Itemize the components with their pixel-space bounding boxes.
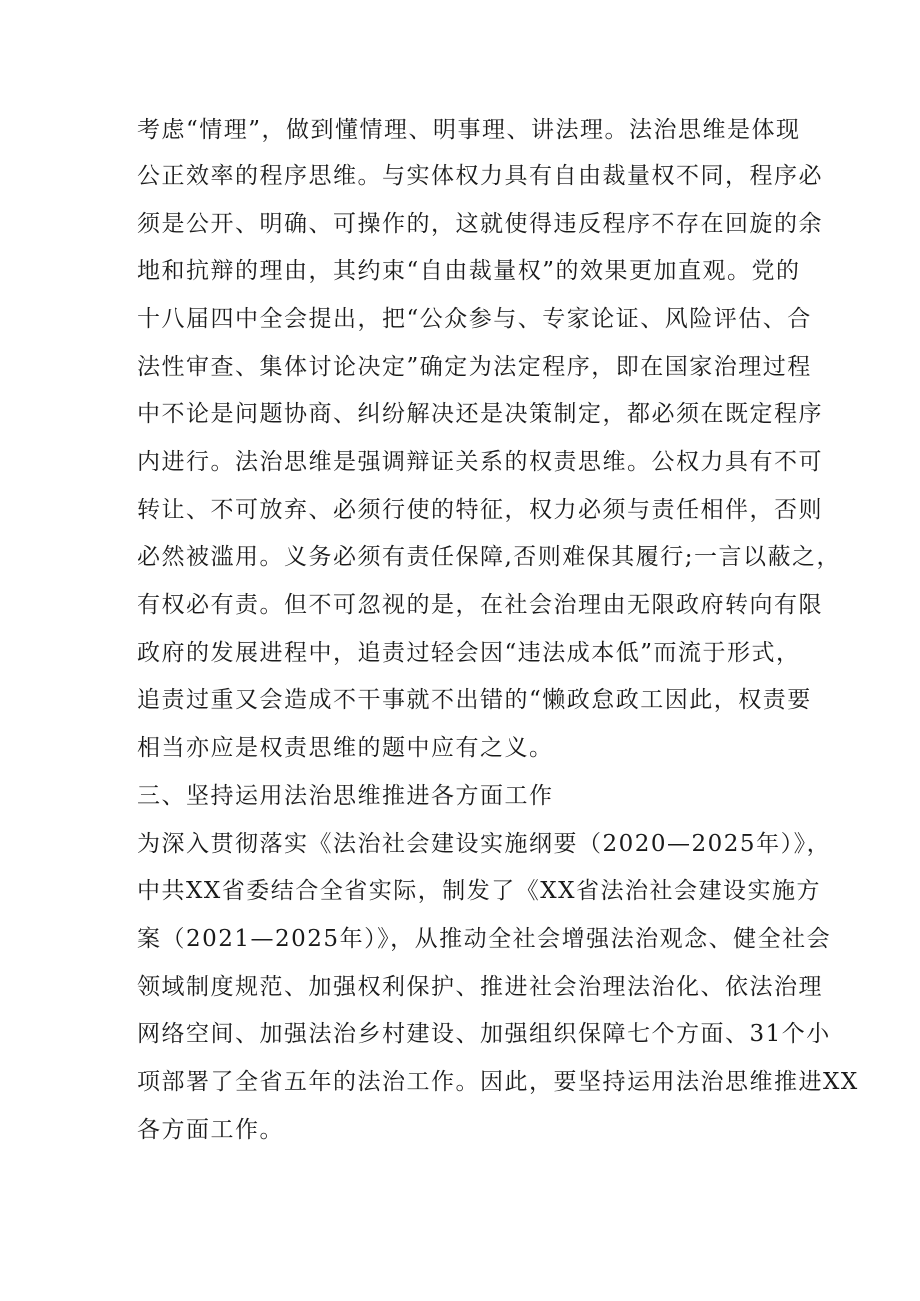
text-line: 网络空间、加强法治乡村建设、加强组织保障七个方面、31个小 <box>137 1021 831 1047</box>
text-line: 为深入贯彻落实《法治社会建设实施纲要（2020—2025年）》， <box>137 831 832 857</box>
text-line: 案（2021—2025年）》，从推动全社会增强法治观念、健全社会 <box>137 926 832 952</box>
text-line: 内进行。法治思维是强调辩证关系的权责思维。公权力具有不可 <box>137 449 823 475</box>
text-line: 十八届四中全会提出，把“公众参与、专家论证、风险评估、合 <box>137 306 812 332</box>
text-line: 项部署了全省五年的法治工作。因此，要坚持运用法治思维推进XX <box>137 1069 859 1095</box>
text-line: 政府的发展进程中，追责过轻会因“违法成本低”而流于形式， <box>137 640 801 666</box>
text-line: 相当亦应是权责思维的题中应有之义。 <box>137 735 554 761</box>
text-line: 各方面工作。 <box>137 1117 284 1143</box>
text-line: 有权必有责。但不可忽视的是，在社会治理由无限政府转向有限 <box>137 592 823 618</box>
section-heading: 三、坚持运用法治思维推进各方面工作 <box>137 783 554 809</box>
text-line: 公正效率的程序思维。与实体权力具有自由裁量权不同，程序必 <box>137 163 823 189</box>
text-line: 追责过重又会造成不干事就不出错的“懒政怠政工因此，权责要 <box>137 687 812 713</box>
text-line: 考虑“情理”，做到懂情理、明事理、讲法理。法治思维是体现 <box>137 117 801 143</box>
text-line: 须是公开、明确、可操作的，这就使得违反程序不存在回旋的余 <box>137 211 823 237</box>
text-line: 领域制度规范、加强权利保护、推进社会治理法治化、依法治理 <box>137 974 823 1000</box>
text-line: 转让、不可放弃、必须行使的特征，权力必须与责任相伴，否则 <box>137 497 823 523</box>
text-line: 中共XX省委结合全省实际，制发了《XX省法治社会建设实施方 <box>137 878 821 904</box>
text-line: 法性审查、集体讨论决定”确定为法定程序，即在国家治理过程 <box>137 354 812 380</box>
text-line: 中不论是问题协商、纠纷解决还是决策制定，都必须在既定程序 <box>137 401 823 427</box>
text-line: 地和抗辩的理由，其约束“自由裁量权”的效果更加直观。党的 <box>137 258 801 284</box>
text-line: 必然被滥用。义务必须有责任保障,否则难保其履行;一言以蔽之， <box>137 544 842 570</box>
